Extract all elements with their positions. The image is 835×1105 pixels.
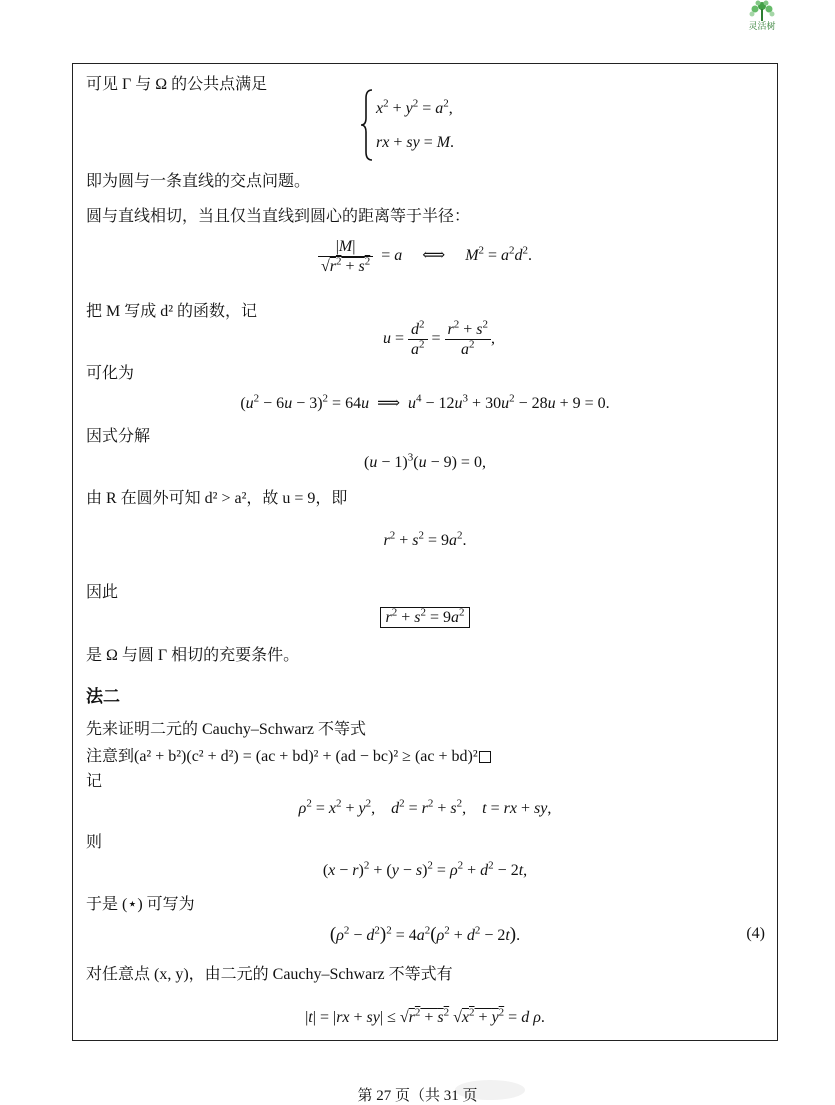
text-line: 于是 (⋆) 可写为 — [86, 896, 195, 913]
text-line: 圆与直线相切，当且仅当直线到圆心的距离等于半径： — [86, 208, 471, 225]
logo-text: 灵活树 — [748, 22, 776, 32]
text-line: 因此 — [86, 584, 119, 601]
text-line: 记 — [86, 773, 103, 790]
text-line: 先来证明二元的 Cauchy–Schwarz 不等式 — [86, 721, 366, 738]
equation-result: $r^2 + s^2 = 9a^2$. — [383, 529, 467, 549]
text-line: 对任意点 (x, y)，由二元的 Cauchy–Schwarz 不等式有 — [86, 966, 453, 983]
brand-logo — [745, 0, 779, 32]
content-frame — [72, 63, 778, 1041]
equation-factor: $(u - 1)^3(u - 9) = 0$, — [364, 451, 486, 471]
equation-system-row-1: $x^2 + y^2 = a^2$, — [376, 97, 453, 117]
text-line: 则 — [86, 834, 103, 851]
equation-quartic: $(u^2 - 6u - 3)^2 = 64u$ ⟹ $u^4 - 12u^3 + 30u^2 - 28u + 9 = 0$. — [240, 392, 610, 412]
text-line: 可见 Γ 与 Ω 的公共点满足 — [86, 76, 268, 93]
qed-square-icon — [479, 751, 491, 763]
equation-star: $(\rho^2 - d^2)^2 = 4a^2(\rho^2 + d^2 - 2t)$. — [329, 924, 521, 945]
equation-tangent: $\frac{|M|}{√r^2 + s^2}$ = a ⟺ $M^2 = a^2d^2$. — [73, 237, 777, 276]
text-line: 注意到(a² + b²)(c² + d²) = (ac + bd)² + (ad − bc)² ≥ (ac + bd)² — [86, 748, 478, 765]
equation-cs: $|t| = |rx + sy| \le √r^2 + s^2$ $√x^2 + y^2 = d$ ρ. — [305, 1006, 545, 1026]
text-line: 是 Ω 与圆 Γ 相切的充要条件。 — [86, 647, 300, 664]
equation-u: u = $\frac{d^2}{a^2}$ = $\frac{r^2 + s^2}{a^2}$ , — [382, 318, 496, 358]
text-line: 把 M 写成 d² 的函数，记 — [86, 303, 258, 320]
boxed-result: $r^2 + s^2 = 9a^2$ — [73, 609, 777, 627]
fraction: $\frac{|M|}{√r^2 + s^2}$ — [318, 237, 373, 276]
section-heading: 法二 — [86, 687, 120, 706]
text-line: 因式分解 — [86, 428, 151, 445]
text-line: 由 R 在圆外可知 d² > a²，故 u = 9，即 — [86, 490, 348, 507]
cauchy-identity — [86, 747, 491, 767]
left-brace-icon — [360, 88, 374, 162]
equation-defs: $\rho^2 = x^2 + y^2$, $d^2 = r^2 + s^2$, t = rx + sy, — [298, 797, 552, 817]
page-footer: 第 27 页（共 31 页 — [357, 1088, 478, 1104]
equation-number: (4) — [746, 925, 765, 942]
equation-dist: $(x - r)^2 + (y - s)^2 = \rho^2 + d^2 - 2t$, — [322, 859, 528, 879]
text-line: 即为圆与一条直线的交点问题。 — [86, 173, 311, 190]
equation-system-row-2: rx + sy = M. — [376, 134, 455, 151]
tree-logo-icon — [747, 0, 777, 22]
text-line: 可化为 — [86, 365, 135, 382]
